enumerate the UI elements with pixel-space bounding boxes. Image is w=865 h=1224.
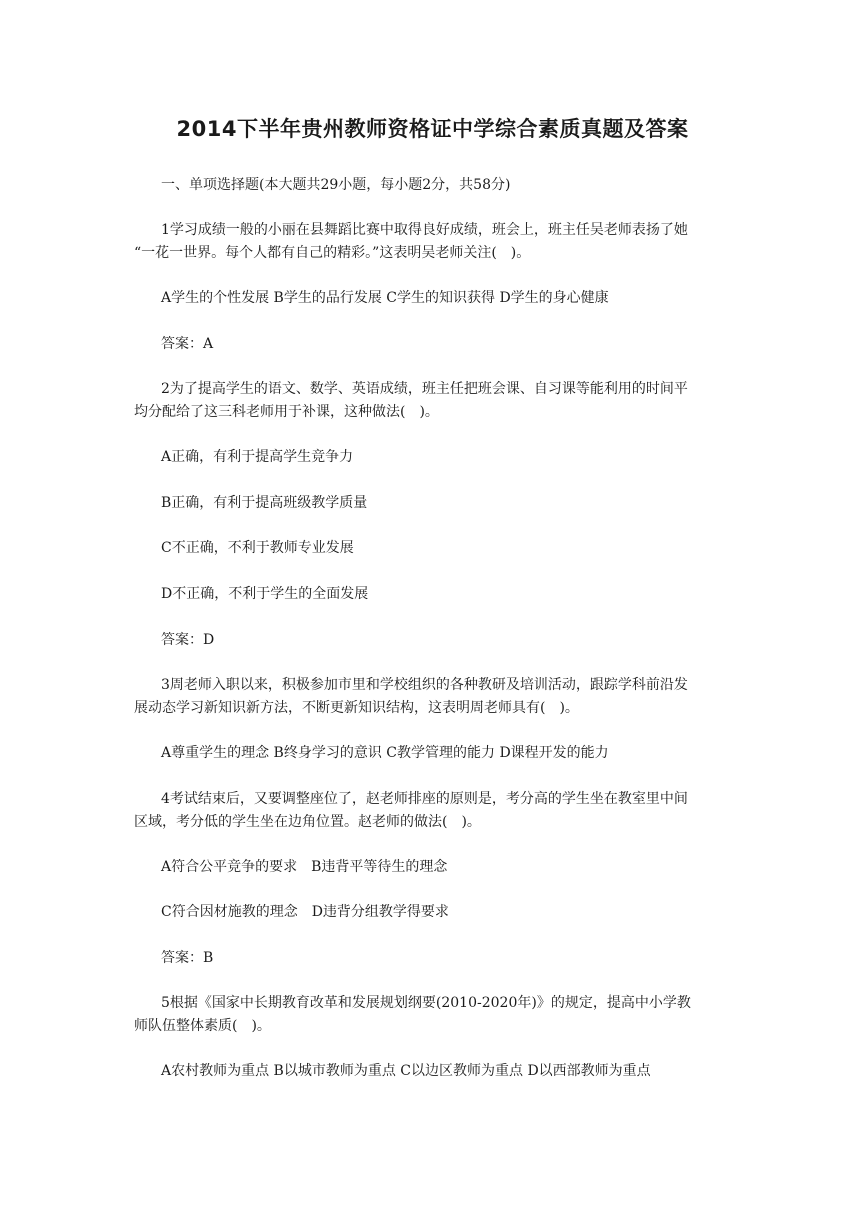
- question-2-option-c: C不正确，不利于教师专业发展: [161, 540, 354, 556]
- document-title: 2014下半年贵州教师资格证中学综合素质真题及答案: [176, 117, 689, 141]
- question-2-option-a: A正确，有利于提高学生竞争力: [161, 449, 354, 465]
- question-1-stem-line-1: 1学习成绩一般的小丽在县舞蹈比赛中取得良好成绩，班会上，班主任吴老师表扬了她: [161, 222, 688, 238]
- question-3-options: A尊重学生的理念 B终身学习的意识 C教学管理的能力 D课程开发的能力: [161, 745, 609, 761]
- question-4-answer: 答案：B: [161, 950, 214, 966]
- question-4-stem-line-2: 区域，考分低的学生坐在边角位置。赵老师的做法( )。: [134, 814, 481, 830]
- question-5-stem-line-1: 5根据《国家中长期教育改革和发展规划纲要(2010-2020年)》的规定，提高中小学教: [161, 995, 691, 1011]
- question-2-stem-line-2: 均分配给了这三科老师用于补课，这种做法( )。: [134, 404, 439, 420]
- question-3-stem-line-2: 展动态学习新知识新方法，不断更新知识结构，这表明周老师具有( )。: [134, 700, 579, 716]
- question-5-stem-line-2: 师队伍整体素质( )。: [134, 1018, 271, 1034]
- section-heading: 一、单项选择题(本大题共29小题，每小题2分，共58分): [161, 177, 511, 193]
- question-1-options: A学生的个性发展 B学生的品行发展 C学生的知识获得 D学生的身心健康: [161, 290, 609, 306]
- question-2-answer: 答案：D: [161, 632, 215, 648]
- question-2-option-d: D不正确，不利于学生的全面发展: [161, 586, 369, 602]
- question-4-options-line-1: A符合公平竞争的要求 B违背平等待生的理念: [161, 859, 448, 875]
- question-4-stem-line-1: 4考试结束后，又要调整座位了，赵老师排座的原则是，考分高的学生坐在教室里中间: [161, 791, 688, 807]
- question-1-stem-line-2: “一花一世界。每个人都有自己的精彩。”这表明吴老师关注( )。: [134, 245, 531, 261]
- question-3-stem-line-1: 3周老师入职以来，积极参加市里和学校组织的各种教研及培训活动，跟踪学科前沿发: [161, 677, 688, 693]
- question-1-answer: 答案：A: [161, 336, 214, 352]
- question-2-stem-line-1: 2为了提高学生的语文、数学、英语成绩，班主任把班会课、自习课等能利用的时间平: [161, 381, 688, 397]
- question-4-options-line-2: C符合因材施教的理念 D违背分组教学得要求: [161, 904, 449, 920]
- question-5-options: A农村教师为重点 B以城市教师为重点 C以边区教师为重点 D以西部教师为重点: [161, 1063, 651, 1079]
- question-2-option-b: B正确，有利于提高班级教学质量: [161, 495, 368, 511]
